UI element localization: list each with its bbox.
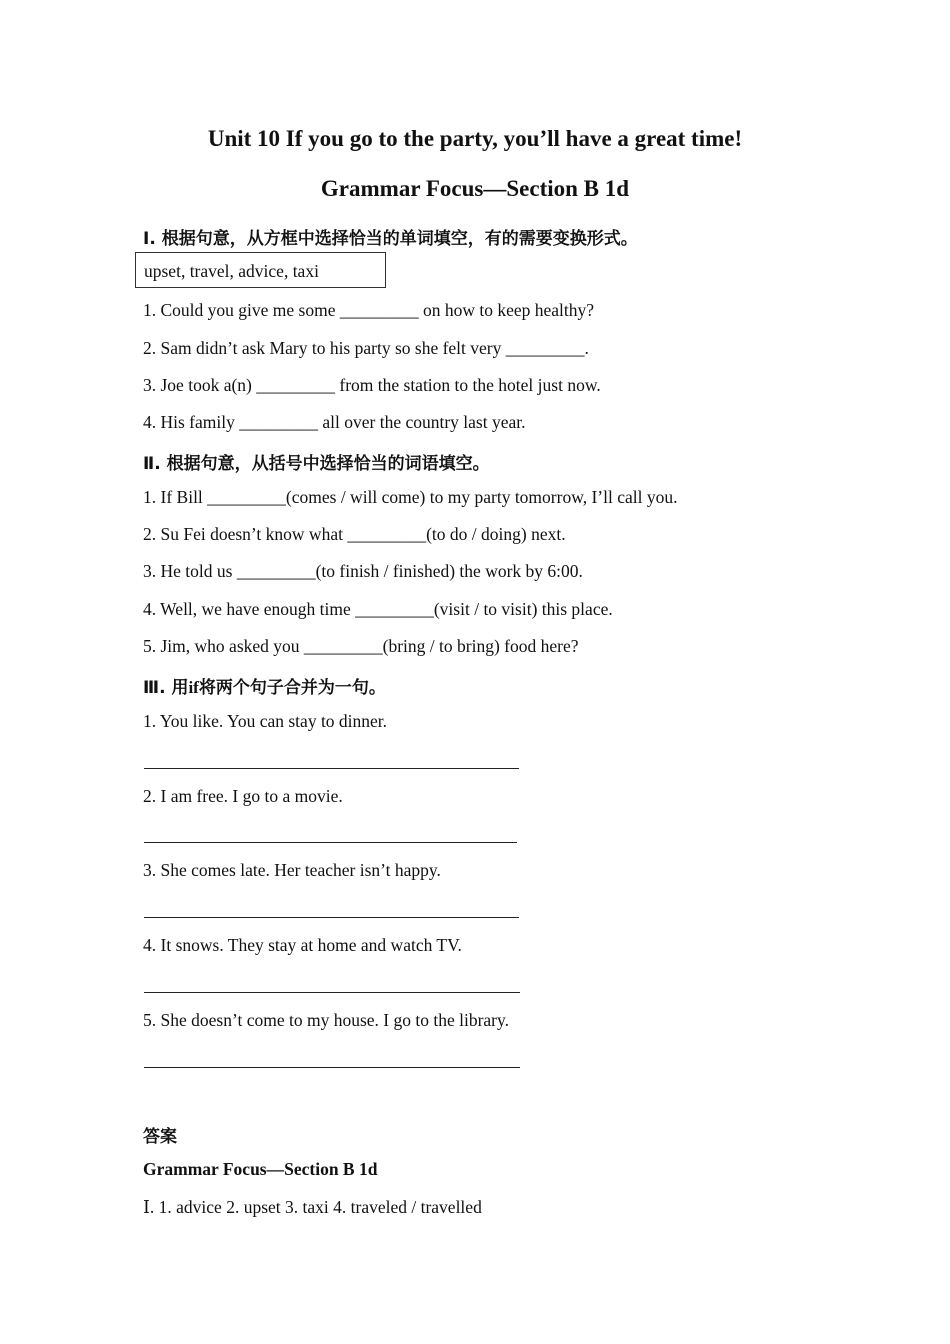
answers-section-title: Grammar Focus—Section B 1d [143,1159,378,1179]
part2-item-1: 1. If Bill _________(comes / will come) to my party tomorrow, I’ll call you. [143,487,678,507]
part2-item-4: 4. Well, we have enough time _________(visit / to visit) this place. [143,599,613,619]
answer-line [144,842,517,843]
part3-item-2: 2. I am free. I go to a movie. [143,786,343,806]
part2-item-5: 5. Jim, who asked you _________(bring / to bring) food here? [143,636,579,656]
answer-line [144,768,519,769]
part2-heading: Ⅱ. 根据句意，从括号中选择恰当的词语填空。 [143,454,490,474]
part3-heading-suffix: 将两个句子合并为一句。 [198,678,386,698]
answer-line [144,992,520,993]
answers-heading: 答案 [143,1127,177,1147]
word-box: upset, travel, advice, taxi [135,252,386,288]
part3-item-3: 3. She comes late. Her teacher isn’t happy. [143,860,441,880]
part2-item-2: 2. Su Fei doesn’t know what _________(to do / doing) next. [143,524,566,544]
part1-item-1: 1. Could you give me some _________ on how to keep healthy? [143,300,595,320]
part1-item-4: 4. His family _________ all over the country last year. [143,412,526,432]
part3-item-4: 4. It snows. They stay at home and watch TV. [143,935,462,955]
part3-item-5: 5. She doesn’t come to my house. I go to the library. [143,1010,509,1030]
answer-line [144,917,519,918]
part3-heading [143,673,386,698]
answers-part1: Ⅰ. 1. advice 2. upset 3. taxi 4. traveled / travelled [143,1197,482,1217]
part3-heading-keyword: if [188,678,199,697]
part3-heading-prefix: Ⅲ. 用 [143,678,189,698]
part1-item-2: 2. Sam didn’t ask Mary to his party so she felt very _________. [143,338,589,358]
page-title: Unit 10 If you go to the party, you’ll have a great time! [207,126,743,151]
part3-item-1: 1. You like. You can stay to dinner. [143,711,388,731]
page-subtitle: Grammar Focus—Section B 1d [320,176,630,201]
answer-line [144,1067,520,1068]
part2-item-3: 3. He told us _________(to finish / finished) the work by 6:00. [143,561,583,581]
part1-item-3: 3. Joe took a(n) _________ from the station to the hotel just now. [143,375,601,395]
part1-heading: Ⅰ. 根据句意，从方框中选择恰当的单词填空，有的需要变换形式。 [143,229,638,249]
